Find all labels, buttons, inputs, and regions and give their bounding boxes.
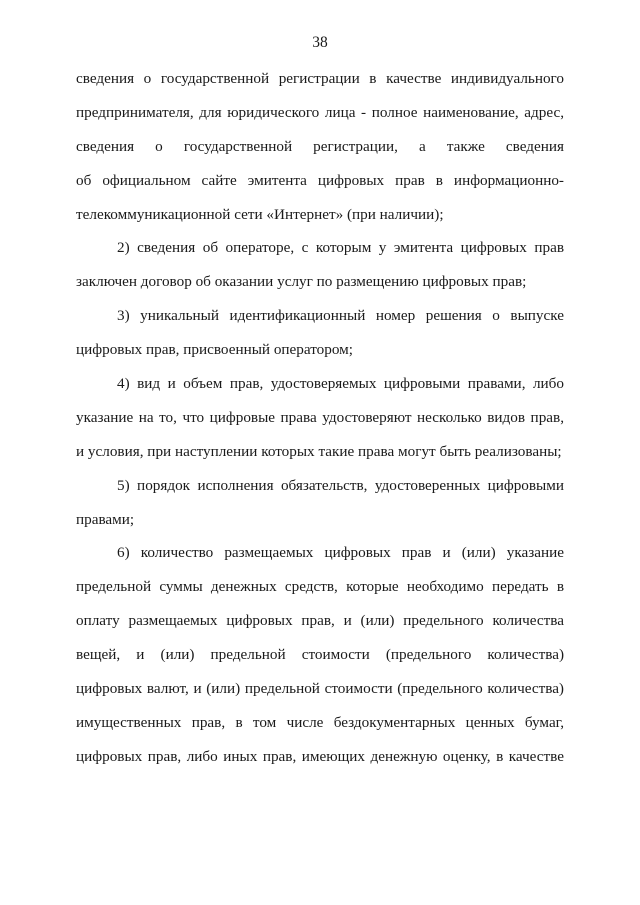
text-line: сведения о государственной регистрации, а также сведения [76,137,564,155]
text-line: сведения о государственной регистрации в качестве индивидуального [76,70,564,87]
text-line: и условия, при наступлении которых такие права могут быть реализованы; [76,442,562,460]
document-body [76,67,564,779]
text-line: 5) порядок исполнения обязательств, удостоверенных цифровыми [117,476,564,494]
text-line: телекоммуникационной сети «Интернет» (при наличии); [76,205,444,223]
text-line: оплату размещаемых цифровых прав, и (или) предельного количества [76,612,564,630]
text-line: правами; [76,510,135,528]
text-line: 4) вид и объем прав, удостоверяемых цифровыми правами, либо [117,375,564,393]
text-line: 2) сведения об операторе, с которым у эмитента цифровых прав [117,239,564,257]
text-line: указание на то, что цифровые права удостоверяют несколько видов прав, [76,408,564,426]
text-line: заключен договор об оказании услуг по размещению цифровых прав; [76,273,527,291]
text-line: предпринимателя, для юридического лица - полное наименование, адрес, [76,103,564,121]
page-number: 38 [312,34,328,51]
text-line: предельной суммы денежных средств, которые необходимо передать в [76,578,564,596]
text-line: 3) уникальный идентификационный номер решения о выпуске [117,307,564,325]
text-line: цифровых прав, либо иных прав, имеющих денежную оценку, в качестве [76,747,564,765]
text-line: 6) количество размещаемых цифровых прав и (или) указание [117,544,564,562]
text-line: имущественных прав, в том числе бездокументарных ценных бумаг, [76,713,564,731]
text-line: вещей, и (или) предельной стоимости (предельного количества) [76,646,564,664]
text-line: цифровых прав, присвоенный оператором; [76,341,354,359]
text-line: об официальном сайте эмитента цифровых прав в информационно- [76,171,564,189]
text-line: цифровых валют, и (или) предельной стоимости (предельного количества) [76,680,564,698]
